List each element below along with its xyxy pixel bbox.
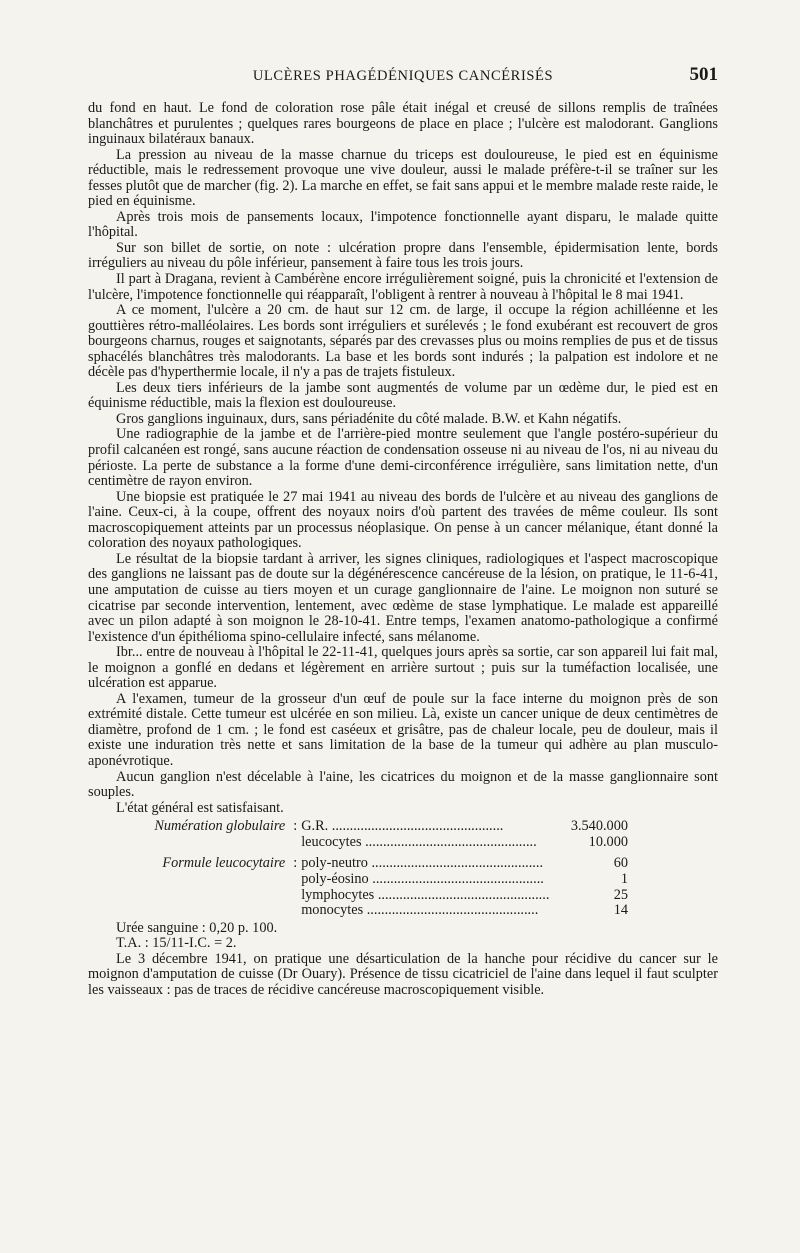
paragraph: Les deux tiers inférieurs de la jambe sont augmentés de volume par un œdème dur, le pied est en équinisme réductible, mais la flexion est douloureuse.	[88, 379, 718, 412]
running-title: ULCÈRES PHAGÉDÉNIQUES CANCÉRISÉS	[252, 68, 554, 84]
body-text	[88, 101, 718, 999]
paragraph: Gros ganglions inguinaux, durs, sans périadénite du côté malade. B.W. et Kahn négatifs.	[116, 410, 622, 427]
paragraph: La pression au niveau de la masse charnue du triceps est douloureuse, le pied est en équinisme réductible, mais le redressement provoque une vive douleur, aussi le malade préfère-t-il se traîner sur les fesses plutôt que de marcher (fig. 2). La marche en effet, se fait sans appui et le membre malade reste raide, le pied en équinisme.	[88, 146, 718, 210]
ta-line: T.A. : 15/11-I.C. = 2.	[116, 935, 237, 952]
lab-group-label: Numération globulaire	[154, 818, 286, 835]
lab-name: poly-éosino .....	[301, 872, 549, 888]
paragraph: Une biopsie est pratiquée le 27 mai 1941 au niveau des bords de l'ulcère et au niveau des ganglions de l'aine. Ceux-ci, à la coupe, offrent des noyaux noirs d'où partent des travées de même couleur. Ils sont macroscopiquement atteints par un processus néoplasique. On pense à un cancer mélanique, étant donné la coloration des noyaux pathologiques.	[88, 488, 718, 552]
lab-value: 14	[613, 902, 628, 919]
final-paragraph: Le 3 décembre 1941, on pratique une désarticulation de la hanche pour récidive du cancer sur le moignon d'amputation de cuisse (Dr Ouary). Présence de tissu cicatriciel de l'aine dans lequel il faut sculpter les vaisseaux : pas de traces de récidive cancéreuse macroscopiquement visible.	[88, 950, 718, 998]
lab-value: 3.540.000	[570, 818, 628, 835]
lab-row	[88, 903, 718, 919]
paragraph: Après trois mois de pansements locaux, l'impotence fonctionnelle ayant disparu, le malade quitte l'hôpital.	[88, 208, 718, 241]
lab-row	[88, 835, 718, 851]
paragraph: A l'examen, tumeur de la grosseur d'un œuf de poule sur la face interne du moignon près de son extrémité distale. Cette tumeur est ulcérée en son milieu. Là, existe un cancer unique de deux centimètres de diamètre, profond de 1 cm. ; le fond est caséeux et grisâtre, pas de chaleur locale, peu de douleur, mais il existe une induration très nette et sans limitation de la base de la tumeur qui adhère au plan musculo-aponévrotique.	[88, 690, 718, 769]
lab-value: 60	[613, 855, 628, 872]
paragraph: Sur son billet de sortie, on note : ulcération propre dans l'ensemble, épidermisation lente, bords irréguliers au niveau du pôle inférieur, pansement à faire tous les trois jours.	[88, 239, 718, 272]
paragraph: Il part à Dragana, revient à Cambérène encore irrégulièrement soigné, puis la chronicité et l'extension de l'ulcère, l'impotence fonctionnelle qui réapparaît, l'obligent à rentrer à nouveau à l'hôpital le 8 mai 1941.	[88, 271, 718, 303]
lab-group-label: Formule leucocytaire	[162, 855, 286, 872]
paragraph: Le résultat de la biopsie tardant à arriver, les signes cliniques, radiologiques et l'aspect macroscopique des ganglions ne laissant pas de doute sur la dégénérescence cancéreuse de la lésion, on pratique, le 11-6-41, une amputation de cuisse au tiers moyen et un curage ganglionnaire de l'aine. Le moignon non suturé se cicatrise par seconde intervention, lentement, avec œdème de stase lymphatique. Le malade est appareillé avec un pilon adapté à son moignon le 28-10-41. Entre temps, l'examen anatomo-pathologique a confirmé l'existence d'un épithélioma spino-cellulaire infecté, sans mélanome.	[88, 550, 718, 645]
lab-value: 1	[620, 870, 628, 887]
paragraph: du fond en haut. Le fond de coloration rose pâle était inégal et creusé de sillons remplis de traînées blanchâtres et purulentes ; quelques rares bourgeons de place en place ; l'ulcère est malodorant. Ganglions inguinaux bilatéraux banaux.	[88, 100, 718, 148]
page-header	[88, 64, 718, 88]
paragraph: L'état général est satisfaisant.	[116, 799, 284, 816]
paragraph: Une radiographie de la jambe et de l'arrière-pied montre seulement que l'angle postéro-supérieur du profil calcanéen est rongé, sans aucune réaction de condensation osseuse ni au niveau de l'os, ni au niveau du périoste. La perte de substance a la forme d'une demi-circonférence irrégulière, sans limitation nette, d'un centimètre de rayon environ.	[88, 426, 718, 490]
paragraph: Ibr... entre de nouveau à l'hôpital le 22-11-41, quelques jours après sa sortie, car son appareil lui fait mal, le moignon a gonflé en dedans et légèrement en arrière surtout ; puis sur la tuméfaction localisée, une ulcération est apparue.	[88, 644, 718, 692]
lab-name: monocytes .....	[301, 903, 549, 919]
lab-name: G.R. .....	[301, 819, 549, 835]
lab-value: 25	[613, 886, 628, 903]
lab-results-table	[88, 819, 718, 919]
page-number: 501	[689, 64, 718, 85]
paragraph: A ce moment, l'ulcère a 20 cm. de haut sur 12 cm. de large, il occupe la région achilléenne et les gouttières rétro-malléolaires. Les bords sont irréguliers et surélevés ; le fond exubérant est recouvert de gros bourgeons charnus, rouges et saignotants, séparés par des crevasses plus ou moins remplies de pus et de tissus sphacélés blanchâtres très malodorants. La base et les bords sont indurés ; la palpation est indolore et ne décèle pas d'hyperthermie locale, il n'y a pas de trajets fistuleux.	[88, 302, 718, 381]
lab-name: lymphocytes .....	[301, 888, 549, 904]
lab-row	[88, 888, 718, 904]
lab-row: Formule leucocytaire : poly-neutro ..... 60	[88, 856, 718, 872]
lab-row	[88, 872, 718, 888]
lab-value: 10.000	[588, 833, 628, 850]
uree-line: Urée sanguine : 0,20 p. 100.	[116, 919, 278, 936]
paragraph: Aucun ganglion n'est décelable à l'aine, les cicatrices du moignon et de la masse ganglionnaire sont souples.	[88, 768, 718, 801]
lab-row: Numération globulaire : G.R. ..... 3.540.000	[88, 819, 718, 835]
lab-name: leucocytes .....	[301, 835, 549, 851]
lab-name: poly-neutro .....	[301, 856, 549, 872]
